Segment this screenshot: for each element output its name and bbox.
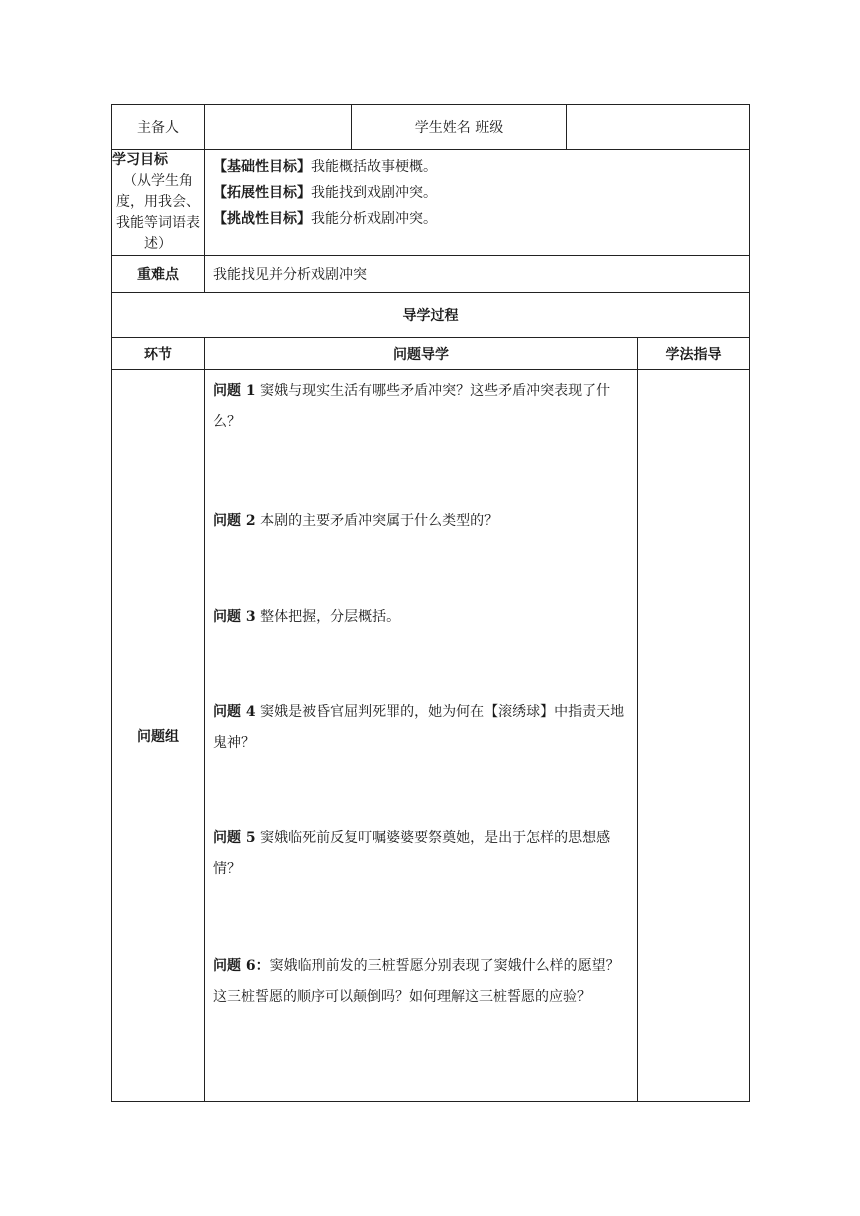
goals-content [205, 150, 750, 256]
goals-label-note: （从学生角度，用我会、我能等词语表述） [116, 173, 200, 252]
questions-cell [205, 370, 638, 1102]
question-item [213, 823, 629, 951]
goal-extended-text: 我能找到戏剧冲突。 [311, 185, 437, 201]
question-label: 问题 1 [213, 383, 256, 399]
preparer-label: 主备人 [112, 105, 205, 150]
process-title-row [112, 293, 750, 338]
col-stage-header: 环节 [112, 338, 205, 370]
question-group-row [112, 370, 750, 1102]
study-guide-cell[interactable] [638, 370, 750, 1102]
goals-label-title: 学习目标 [112, 152, 168, 168]
question-item [213, 697, 629, 823]
col-questions-header: 问题导学 [205, 338, 638, 370]
study-guide-table [111, 104, 750, 1102]
process-title: 导学过程 [112, 293, 750, 338]
question-label: 问题 5 [213, 830, 256, 846]
question-label: 问题 6： [213, 958, 270, 974]
student-info-value[interactable] [567, 105, 750, 150]
question-label: 问题 2 [213, 513, 256, 529]
question-label: 问题 3 [213, 609, 256, 625]
key-points-label: 重难点 [112, 256, 205, 293]
goal-challenge [213, 206, 741, 232]
question-item [213, 602, 629, 697]
question-text: 窦娥是被昏官屈判死罪的，她为何在【滚绣球】中指责天地鬼神？ [213, 704, 625, 751]
question-text: 整体把握，分层概括。 [255, 609, 401, 625]
goal-basic-tag: 【基础性目标】 [213, 159, 311, 175]
question-text: 窦娥临刑前发的三桩誓愿分别表现了窦娥什么样的愿望？这三桩誓愿的顺序可以颠倒吗？如何理解这三桩誓愿的应验？ [213, 958, 620, 1005]
goal-basic-text: 我能概括故事梗概。 [311, 159, 437, 175]
question-item [213, 506, 629, 602]
key-points-row [112, 256, 750, 293]
question-text: 窦娥临死前反复叮嘱婆婆要祭奠她，是出于怎样的思想感情？ [213, 830, 611, 877]
column-header-row [112, 338, 750, 370]
question-item [213, 951, 629, 1101]
goal-extended [213, 180, 741, 206]
stage-label: 问题组 [112, 370, 205, 1102]
student-info-label: 学生姓名 班级 [352, 105, 567, 150]
goal-basic [213, 154, 741, 180]
question-text: 窦娥与现实生活有哪些矛盾冲突？这些矛盾冲突表现了什么？ [213, 383, 611, 430]
goal-challenge-tag: 【挑战性目标】 [213, 211, 311, 227]
goals-row [112, 150, 750, 256]
goals-label-cell [112, 150, 205, 256]
key-points-text: 我能找见并分析戏剧冲突 [205, 256, 750, 293]
header-row [112, 105, 750, 150]
question-label: 问题 4 [213, 704, 256, 720]
goal-extended-tag: 【拓展性目标】 [213, 185, 311, 201]
col-guide-header: 学法指导 [638, 338, 750, 370]
question-item [213, 376, 629, 506]
preparer-value[interactable] [205, 105, 352, 150]
question-text: 本剧的主要矛盾冲突属于什么类型的？ [255, 513, 499, 529]
goal-challenge-text: 我能分析戏剧冲突。 [311, 211, 437, 227]
